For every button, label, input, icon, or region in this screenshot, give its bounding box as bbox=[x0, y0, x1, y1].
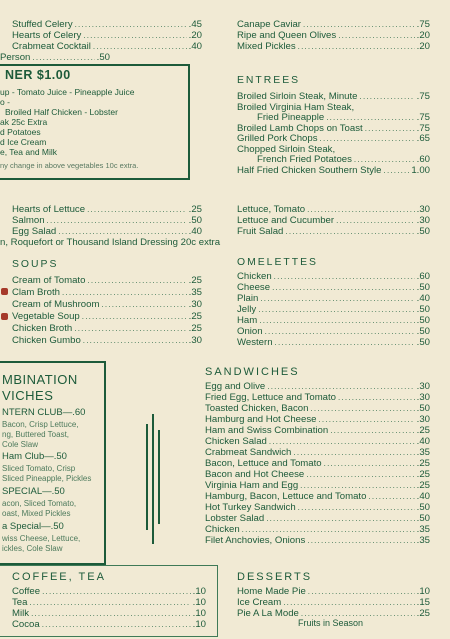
menu-item bbox=[237, 30, 430, 41]
item-label: Fried Egg, Lettuce and Tomato bbox=[205, 392, 337, 403]
dinner-line: Broiled Half Chicken - Lobster bbox=[5, 107, 118, 117]
menu-item bbox=[205, 469, 430, 480]
menu-item bbox=[237, 165, 430, 176]
item-label: Mixed Pickles bbox=[237, 41, 296, 52]
item-price: .35 bbox=[188, 287, 202, 298]
item-label: Salmon bbox=[12, 215, 45, 226]
combo-desc: Sliced Pineapple, Pickles bbox=[2, 474, 92, 483]
item-price: .50 bbox=[416, 337, 430, 348]
menu-item bbox=[237, 337, 430, 348]
menu-item bbox=[237, 597, 430, 608]
menu-item bbox=[0, 237, 225, 248]
menu-item bbox=[237, 586, 430, 597]
item-price: .45 bbox=[188, 19, 202, 30]
item-label: Hearts of Celery bbox=[12, 30, 82, 41]
item-label: Hearts of Lettuce bbox=[12, 204, 86, 215]
bullet-square bbox=[1, 313, 8, 320]
menu-item bbox=[12, 215, 202, 226]
menu-item bbox=[205, 491, 430, 502]
item-price: .25 bbox=[416, 469, 430, 480]
item-price: .75 bbox=[416, 112, 430, 123]
item-price: 1.00 bbox=[411, 165, 430, 176]
item-label: Tea bbox=[12, 597, 28, 608]
omelettes-heading: OMELETTES bbox=[237, 257, 318, 268]
menu-item bbox=[205, 381, 430, 392]
item-label: Jelly bbox=[237, 304, 257, 315]
item-label: Chicken bbox=[237, 271, 272, 282]
menu-item bbox=[237, 315, 430, 326]
item-label: Western bbox=[237, 337, 273, 348]
menu-item bbox=[237, 41, 430, 52]
item-price: .10 bbox=[192, 608, 206, 619]
item-price: .75 bbox=[416, 91, 430, 102]
menu-item bbox=[257, 154, 430, 165]
menu-item bbox=[0, 52, 110, 63]
menu-item bbox=[205, 513, 430, 524]
item-label: Bacon, Lettuce and Tomato bbox=[205, 458, 322, 469]
combo-desc: ng, Buttered Toast, bbox=[2, 430, 70, 439]
entrees-heading: ENTREES bbox=[237, 75, 301, 86]
item-label: n, Roquefort or Thousand Island Dressing bbox=[0, 237, 178, 248]
item-price: .30 bbox=[188, 335, 202, 346]
item-label: Chicken bbox=[205, 524, 240, 535]
item-label: Chicken Salad bbox=[205, 436, 267, 447]
item-label: Broiled Lamb Chops on Toast bbox=[237, 123, 363, 134]
item-label: Half Fried Chicken Southern Style bbox=[237, 165, 382, 176]
menu-item bbox=[205, 458, 430, 469]
item-label: Broiled Sirloin Steak, Minute bbox=[237, 91, 358, 102]
item-label: Cream of Tomato bbox=[12, 275, 86, 286]
menu-item bbox=[12, 619, 206, 630]
menu-item bbox=[237, 304, 430, 315]
menu-item bbox=[205, 535, 430, 546]
item-price: .30 bbox=[416, 204, 430, 215]
item-price: .30 bbox=[416, 392, 430, 403]
menu-item bbox=[237, 326, 430, 337]
menu-item bbox=[237, 19, 430, 30]
item-price: .30 bbox=[416, 414, 430, 425]
combo-desc: Bacon, Crisp Lettuce, bbox=[2, 420, 79, 429]
item-label: Canape Caviar bbox=[237, 19, 301, 30]
item-price: .10 bbox=[192, 586, 206, 597]
combo-name: SPECIAL—.50 bbox=[2, 486, 65, 497]
item-price: .30 bbox=[188, 299, 202, 310]
menu-item bbox=[257, 112, 430, 123]
item-label: Plain bbox=[237, 293, 259, 304]
item-price: .10 bbox=[416, 586, 430, 597]
item-price: .40 bbox=[416, 436, 430, 447]
item-label: Chopped Sirloin Steak, bbox=[237, 144, 336, 155]
item-price: .25 bbox=[188, 323, 202, 334]
menu-item bbox=[237, 91, 430, 102]
item-price: .40 bbox=[416, 491, 430, 502]
soups-heading: SOUPS bbox=[12, 259, 59, 270]
item-price: .50 bbox=[416, 403, 430, 414]
decorative-line bbox=[158, 430, 160, 524]
item-price: .40 bbox=[416, 293, 430, 304]
item-label: Ham bbox=[237, 315, 258, 326]
item-label: Lettuce, Tomato bbox=[237, 204, 306, 215]
menu-item bbox=[12, 586, 206, 597]
item-price: .50 bbox=[416, 282, 430, 293]
menu-item bbox=[12, 275, 202, 286]
item-price: .25 bbox=[188, 311, 202, 322]
item-price: .25 bbox=[416, 608, 430, 619]
item-label: Broiled Virginia Ham Steak, bbox=[237, 102, 355, 113]
item-label: Grilled Pork Chops bbox=[237, 133, 318, 144]
item-label: Onion bbox=[237, 326, 263, 337]
item-price: .35 bbox=[416, 447, 430, 458]
menu-item bbox=[205, 425, 430, 436]
combo-desc: Sliced Tomato, Crisp bbox=[2, 464, 76, 473]
item-label: Home Made Pie bbox=[237, 586, 306, 597]
combo-name: NTERN CLUB—.60 bbox=[2, 407, 86, 418]
menu-item bbox=[205, 436, 430, 447]
item-label: Virginia Ham and Egg bbox=[205, 480, 299, 491]
item-label: Fried Pineapple bbox=[257, 112, 325, 123]
coffee-heading: COFFEE, TEA bbox=[12, 571, 106, 583]
item-label: Lettuce and Cucumber bbox=[237, 215, 335, 226]
bullet-square bbox=[1, 288, 8, 295]
dinner-line: ak 25c Extra bbox=[0, 117, 48, 127]
item-price: .50 bbox=[416, 315, 430, 326]
item-label: Egg and Olive bbox=[205, 381, 266, 392]
dinner-line: o - bbox=[0, 97, 10, 107]
item-price: .40 bbox=[188, 41, 202, 52]
item-label: Hamburg and Hot Cheese bbox=[205, 414, 317, 425]
menu-item bbox=[12, 323, 202, 334]
item-label: Person bbox=[0, 52, 31, 63]
menu-item bbox=[12, 226, 202, 237]
menu-item bbox=[12, 597, 206, 608]
menu-item bbox=[237, 226, 430, 237]
dinner-line: d Ice Cream bbox=[0, 137, 47, 147]
desserts-heading: DESSERTS bbox=[237, 571, 313, 583]
item-price: .50 bbox=[188, 215, 202, 226]
dinner-title: NER $1.00 bbox=[5, 68, 71, 82]
item-label: Chicken Broth bbox=[12, 323, 73, 334]
item-price: .75 bbox=[416, 123, 430, 134]
combo-desc: acon, Sliced Tomato, bbox=[2, 499, 77, 508]
item-label: Milk bbox=[12, 608, 30, 619]
item-label: Stuffed Celery bbox=[12, 19, 73, 30]
menu-item bbox=[237, 204, 430, 215]
menu-item bbox=[205, 392, 430, 403]
combination-title: MBINATION bbox=[2, 372, 78, 387]
item-label: Ripe and Queen Olives bbox=[237, 30, 337, 41]
menu-item bbox=[237, 215, 430, 226]
menu-item bbox=[12, 311, 202, 322]
combo-name: a Special—.50 bbox=[2, 521, 64, 532]
item-price: .10 bbox=[192, 619, 206, 630]
item-label: Lobster Salad bbox=[205, 513, 265, 524]
menu-item bbox=[12, 287, 202, 298]
menu-item bbox=[205, 447, 430, 458]
combination-title: VICHES bbox=[2, 388, 54, 403]
item-price: .25 bbox=[416, 480, 430, 491]
item-label: Chicken Gumbo bbox=[12, 335, 81, 346]
item-label: Filet Anchovies, Onions bbox=[205, 535, 306, 546]
item-price: .35 bbox=[416, 535, 430, 546]
item-label: Crabmeat Cocktail bbox=[12, 41, 91, 52]
item-label: Coffee bbox=[12, 586, 41, 597]
desserts-note: Fruits in Season bbox=[298, 618, 364, 628]
dinner-line: d Potatoes bbox=[0, 127, 41, 137]
item-price: .35 bbox=[416, 524, 430, 535]
item-price: .25 bbox=[416, 425, 430, 436]
item-price: .60 bbox=[416, 154, 430, 165]
item-price: .30 bbox=[416, 215, 430, 226]
item-price: .50 bbox=[416, 513, 430, 524]
combo-desc: Cole Slaw bbox=[2, 440, 39, 449]
item-price: .10 bbox=[192, 597, 206, 608]
item-label: Hamburg, Bacon, Lettuce and Tomato bbox=[205, 491, 367, 502]
item-price: .65 bbox=[416, 133, 430, 144]
combo-name: Ham Club—.50 bbox=[2, 451, 67, 462]
item-price: .15 bbox=[416, 597, 430, 608]
menu-item bbox=[12, 19, 202, 30]
menu-item bbox=[237, 293, 430, 304]
decorative-line bbox=[146, 424, 148, 530]
item-label: Egg Salad bbox=[12, 226, 57, 237]
item-price: .30 bbox=[416, 381, 430, 392]
item-label: Cream of Mushroom bbox=[12, 299, 100, 310]
item-price: .50 bbox=[96, 52, 110, 63]
item-label: Ice Cream bbox=[237, 597, 282, 608]
item-price: .60 bbox=[416, 271, 430, 282]
menu-item bbox=[237, 133, 430, 144]
menu-item bbox=[12, 204, 202, 215]
item-price: 20c extra bbox=[180, 237, 221, 248]
menu-item bbox=[237, 282, 430, 293]
menu-item bbox=[12, 299, 202, 310]
item-label: Cheese bbox=[237, 282, 271, 293]
item-price: .50 bbox=[416, 326, 430, 337]
menu-item bbox=[205, 403, 430, 414]
item-label: Cocoa bbox=[12, 619, 40, 630]
item-price: .50 bbox=[416, 502, 430, 513]
item-label: Bacon and Hot Cheese bbox=[205, 469, 305, 480]
menu-item bbox=[12, 335, 202, 346]
menu-item bbox=[12, 30, 202, 41]
item-label: Pie A La Mode bbox=[237, 608, 299, 619]
item-price: .20 bbox=[188, 30, 202, 41]
sandwiches-heading: SANDWICHES bbox=[205, 366, 300, 378]
item-price: .25 bbox=[416, 458, 430, 469]
item-label: Vegetable Soup bbox=[12, 311, 80, 322]
combo-desc: oast, Mixed Pickles bbox=[2, 509, 71, 518]
item-price: .75 bbox=[416, 19, 430, 30]
menu-item bbox=[205, 502, 430, 513]
menu-item bbox=[205, 414, 430, 425]
item-price: .50 bbox=[416, 226, 430, 237]
item-label: Hot Turkey Sandwich bbox=[205, 502, 296, 513]
item-price: .20 bbox=[416, 30, 430, 41]
item-label: Toasted Chicken, Bacon bbox=[205, 403, 309, 414]
menu-item bbox=[12, 41, 202, 52]
item-label: French Fried Potatoes bbox=[257, 154, 352, 165]
item-label: Fruit Salad bbox=[237, 226, 284, 237]
dinner-line: e, Tea and Milk bbox=[0, 147, 58, 157]
item-label: Clam Broth bbox=[12, 287, 60, 298]
item-label: Ham and Swiss Combination bbox=[205, 425, 329, 436]
dinner-note: ny change in above vegetables 10c extra. bbox=[0, 161, 139, 170]
item-price: .50 bbox=[416, 304, 430, 315]
combo-desc: ickles, Cole Slaw bbox=[2, 544, 63, 553]
item-price: .40 bbox=[188, 226, 202, 237]
item-label: Crabmeat Sandwich bbox=[205, 447, 292, 458]
item-price: .20 bbox=[416, 41, 430, 52]
combo-desc: wiss Cheese, Lettuce, bbox=[2, 534, 81, 543]
item-price: .25 bbox=[188, 204, 202, 215]
menu-item bbox=[237, 271, 430, 282]
menu-item bbox=[12, 608, 206, 619]
dinner-line: up - Tomato Juice - Pineapple Juice bbox=[0, 87, 135, 97]
menu-item bbox=[205, 480, 430, 491]
item-price: .25 bbox=[188, 275, 202, 286]
menu-item bbox=[205, 524, 430, 535]
decorative-line bbox=[152, 414, 154, 544]
